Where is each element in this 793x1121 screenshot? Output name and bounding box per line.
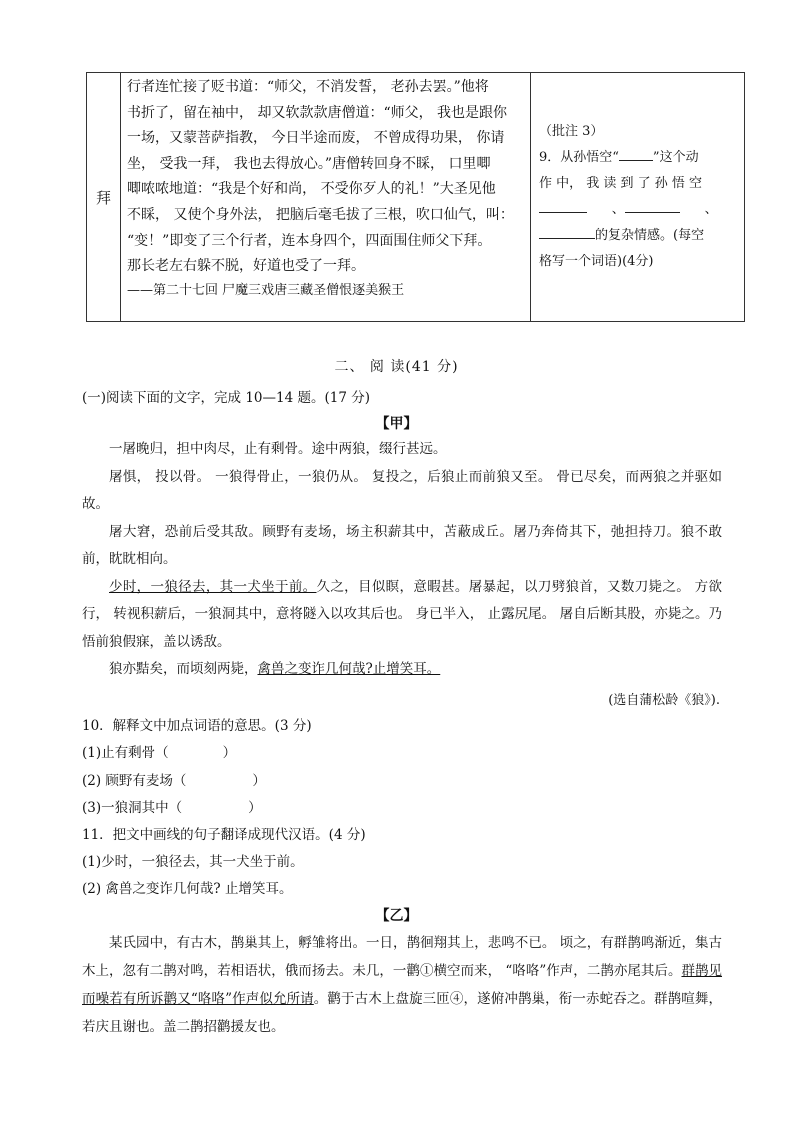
underlined-sentence: 少时，一狼径去，其一犬坐于前。 xyxy=(109,578,317,595)
paragraph: 屠惧， 投以骨。 一狼得骨止，一狼仍从。 复投之，后狼止而前狼又至。 骨已尽矣，而两狼之并驱如故。 xyxy=(82,468,722,512)
question-10-item: (2) 顾野有麦场（ ） xyxy=(82,773,266,789)
passage-jia xyxy=(82,436,722,684)
question-11-item: (1)少时，一狼径去，其一犬坐于前。 xyxy=(82,854,304,870)
paragraph: 少时，一狼径去，其一犬坐于前。久之，目似瞑，意暇甚。屠暴起，以刀劈狼首，又数刀毙之。 方欲行， 转视积薪后，一狼洞其中，意将隧入以攻其后也。 身已半入， 止露尻尾。 屠自后断其股，亦毙之。乃悟前狼假寐，盖以诱敌。 xyxy=(82,578,722,650)
passage-yi-heading: 【乙】 xyxy=(375,908,418,924)
answer-blank[interactable] xyxy=(625,198,680,213)
story-table xyxy=(86,72,745,322)
table-row-label: 拜 xyxy=(87,73,121,322)
story-cell xyxy=(121,73,531,322)
section-title: 二、 阅 读(41 分) xyxy=(334,359,459,375)
annotation-label: （批注 3） xyxy=(539,124,604,139)
passage-source: (选自蒲松龄《狼》). xyxy=(608,693,720,708)
paragraph: 狼亦黠矣，而顷刻两毙，禽兽之变诈几何哉?止增笑耳。 xyxy=(109,661,441,677)
passage-jia-heading: 【甲】 xyxy=(375,416,418,432)
underlined-sentence: 禽兽之变诈几何哉?止增笑耳。 xyxy=(257,661,441,677)
question-10-item: (1)止有剩骨（ ） xyxy=(82,745,237,761)
answer-blank[interactable] xyxy=(539,224,595,239)
chapter-source: ——第二十七回 尸魔三戏唐三藏圣僧恨逐美猴王 xyxy=(127,282,405,298)
section-instruction: (一)阅读下面的文字，完成 10—14 题。(17 分) xyxy=(82,390,370,406)
annotation-cell xyxy=(531,73,745,322)
question-11-title: 11．把文中画线的句子翻译成现代汉语。(4 分) xyxy=(82,827,366,843)
answer-blank[interactable] xyxy=(539,198,587,213)
question-11-item: (2) 禽兽之变诈几何哉? 止增笑耳。 xyxy=(82,881,293,897)
question-10-item: (3)一狼洞其中（ ） xyxy=(82,800,262,816)
paragraph: 屠大窘，恐前后受其敌。顾野有麦场，场主积薪其中，苫蔽成丘。屠乃奔倚其下，弛担持刀。狼不敢前，眈眈相向。 xyxy=(82,523,722,567)
paragraph: 一屠晚归，担中肉尽，止有剩骨。途中两狼，缀行甚远。 xyxy=(109,441,447,457)
question-10-title: 10．解释文中加点词语的意思。(3 分) xyxy=(82,718,312,734)
paragraph: 某氏园中，有古木，鹊巢其上，孵雏将出。一日，鹊徊翔其上，悲鸣不已。 顷之，有群鹊鸣渐近，集古木上，忽有二鹊对鸣，若相语状，俄而扬去。未几，一鹳①横空而来， “咯咯”作声，二鹊亦尾其后。群鹊见而噪若有所诉鹳又“咯咯”作声似允所请。鹳于古木上盘旋三匝④，遂俯冲鹊巢，衔一赤蛇吞之。群鹊喧舞，若庆且谢也。盖二鹊招鹳援友也。 xyxy=(82,935,723,1035)
answer-blank[interactable] xyxy=(619,146,653,161)
underlined-sentence: 群鹊见而噪若有所诉鹳又“咯咯”作声似允所请 xyxy=(82,963,723,1007)
question-9: （批注 3） 9．从孙悟空“ ”这个动 作 中， 我 读 到 了 孙 悟 空 、 、 的复杂情感。(每空 格写一个词语)(4分) xyxy=(539,124,718,269)
passage-yi xyxy=(82,929,722,1041)
story-text: 行者连忙接了贬书道：“师父，不消发誓， 老孙去罢。”他将 书折了，留在袖中， 却又软款款唐僧道：“师父， 我也是跟你 一场，又蒙菩萨指教， 今日半途而废， 不曾成得功果， 你请 坐， 受我一拜， 我也去得放心。”唐僧转回身不睬， 口里唧 唧哝哝地道：“我是个好和尚， 不受你歹人的礼！”大圣见他 不睬， 又使个身外法， 把脑后毫毛拔了三根，吹口仙气，叫： “变！”即变了三个行者，连本身四个，四面围住师父下拜。 那长老左右躲不脱，好道也受了一拜。 xyxy=(127,79,514,275)
